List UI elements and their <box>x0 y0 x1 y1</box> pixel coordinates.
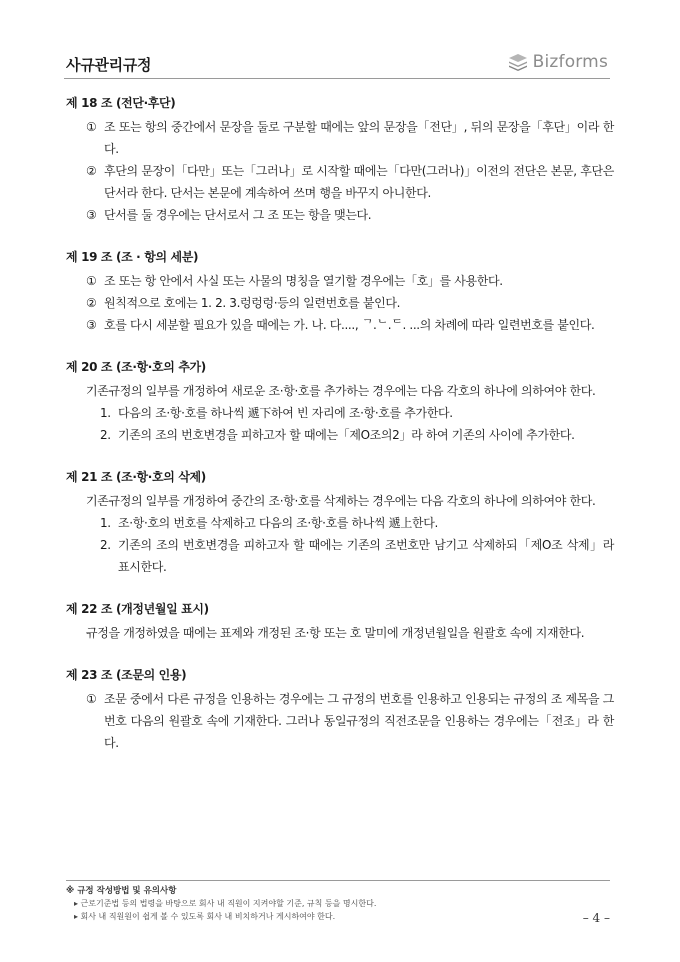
article-20 <box>66 356 614 446</box>
numbered-item <box>66 402 614 424</box>
brand-name: Bizforms <box>532 52 608 72</box>
article-paragraph: 규정을 개정하였을 때에는 표제와 개정된 조·항 또는 호 말미에 개정년월일을 원괄호 속에 지재한다. <box>86 626 585 640</box>
clause-marker: ② <box>86 296 97 310</box>
article-title: 제 20 조 (조·항·호의 추가) <box>66 360 206 374</box>
article-18 <box>66 92 614 226</box>
item-text: 조·항·호의 번호를 삭제하고 다음의 조·항·호를 하나씩 遞上한다. <box>118 516 438 530</box>
article-21 <box>66 466 614 578</box>
clause-marker: ① <box>86 120 97 134</box>
note-item: ▸ 근로기준법 등의 법령을 바탕으로 회사 내 직원이 지켜야할 기준, 규칙 등을 명시한다. <box>74 899 377 908</box>
page-header <box>64 50 610 79</box>
clause-item <box>66 292 614 314</box>
page-footer <box>66 880 610 923</box>
clause-text: 원칙적으로 호에는 1. 2. 3.렁렁렁·등의 일련번호를 붙인다. <box>104 296 401 310</box>
clause-marker: ① <box>86 692 97 706</box>
article-title: 제 22 조 (개정년월일 표시) <box>66 602 209 616</box>
clause-marker: ① <box>86 274 97 288</box>
clause-item <box>66 314 614 336</box>
clause-text: 단서를 둘 경우에는 단서로서 그 조 또는 항을 맺는다. <box>104 208 372 222</box>
clause-text: 조 또는 항의 중간에서 문장을 둘로 구분할 때에는 앞의 문장을「전단」, 뒤의 문장을「후단」이라 한다. <box>104 120 614 156</box>
clause-text: 후단의 문장이「다만」또는「그러나」로 시작할 때에는「다만(그러나)」이전의 전단은 본문, 후단은 단서라 한다. 단서는 본문에 계속하여 쓰며 행을 바꾸지 아니한다. <box>104 164 614 200</box>
item-number: 1. <box>100 406 111 420</box>
article-title: 제 19 조 (조 · 항의 세분) <box>66 250 199 264</box>
item-text: 다음의 조·항·호를 하나씩 遞下하여 빈 자리에 조·항·호를 추가한다. <box>118 406 453 420</box>
numbered-item <box>66 424 614 446</box>
clause-item <box>66 204 614 226</box>
numbered-item <box>66 534 614 578</box>
clause-item <box>66 270 614 292</box>
clause-item <box>66 688 614 754</box>
clause-text: 조 또는 항 안에서 사실 또는 사물의 명칭을 열기할 경우에는「호」를 사용한다. <box>104 274 503 288</box>
article-23 <box>66 664 614 754</box>
article-paragraph: 기존규정의 일부를 개정하여 새로운 조·항·호를 추가하는 경우에는 다음 각호의 하나에 의하여야 한다. <box>86 384 596 398</box>
clause-text: 호를 다시 세분할 필요가 있을 때에는 가. 나. 다...., ᄀ.ᄂ.ᄃ. ...의 차례에 따라 일련번호를 붙인다. <box>104 318 595 332</box>
article-title: 제 18 조 (전단·후단) <box>66 96 176 110</box>
clause-text: 조문 중에서 다른 규정을 인용하는 경우에는 그 규정의 번호를 인용하고 인용되는 규정의 조 제목을 그 번호 다음의 원괄호 속에 기재한다. 그러나 동일규정의 직전조문을 인용하는 경우에는「전조」라 한다. <box>104 692 614 750</box>
clause-marker: ③ <box>86 318 97 332</box>
clause-marker: ③ <box>86 208 97 222</box>
article-22 <box>66 598 614 644</box>
item-text: 기존의 조의 번호변경을 피하고자 할 때에는 기존의 조번호만 남기고 삭제하되「제O조 삭제」라 표시한다. <box>118 538 614 574</box>
document-title: 사규관리규정 <box>66 56 152 74</box>
item-number: 2. <box>100 538 111 552</box>
item-number: 1. <box>100 516 111 530</box>
article-paragraph: 기존규정의 일부를 개정하여 중간의 조·항·호를 삭제하는 경우에는 다음 각호의 하나에 의하여야 한다. <box>86 494 596 508</box>
article-title: 제 21 조 (조·항·호의 삭제) <box>66 470 206 484</box>
note-item: ▸ 회사 내 직원원이 쉽게 볼 수 있도록 회사 내 비치하거나 게시하여야 한다. <box>74 912 336 921</box>
item-text: 기존의 조의 번호변경을 피하고자 할 때에는「제O조의2」라 하여 기존의 사이에 추가한다. <box>118 428 575 442</box>
numbered-item <box>66 512 614 534</box>
page-number: – 4 – <box>582 911 610 925</box>
clause-item <box>66 116 614 160</box>
brand-logo <box>508 52 608 72</box>
clause-item <box>66 160 614 204</box>
item-number: 2. <box>100 428 111 442</box>
note-title: ※ 규정 작성방법 및 유의사항 <box>66 886 177 896</box>
clause-marker: ② <box>86 164 97 178</box>
article-19 <box>66 246 614 336</box>
document-body <box>66 92 614 774</box>
stacked-layers-icon <box>508 53 528 71</box>
article-title: 제 23 조 (조문의 인용) <box>66 668 187 682</box>
